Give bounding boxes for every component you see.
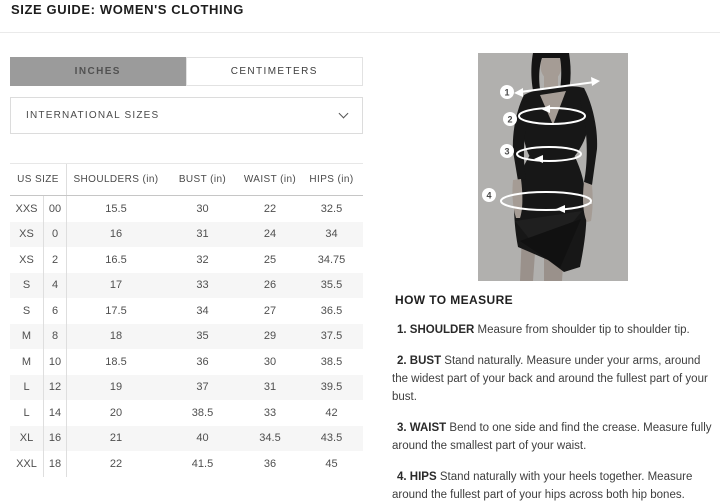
table-cell: L <box>10 400 44 426</box>
table-cell: 30 <box>196 202 209 215</box>
table-cell: XXS <box>10 196 44 222</box>
table-cell: 34 <box>196 304 209 317</box>
table-cell: 0 <box>44 222 67 248</box>
table-cell: 33 <box>196 279 209 292</box>
table-row <box>10 324 363 350</box>
table-cell: 32.5 <box>320 202 343 215</box>
table-cell: 35.5 <box>320 279 343 292</box>
marker-4-label: 4 <box>486 190 492 201</box>
table-cell: 31 <box>196 228 209 241</box>
table-row <box>10 426 363 452</box>
table-cell: 36 <box>263 457 277 470</box>
tab-centimeters[interactable]: CENTIMETERS <box>186 57 364 86</box>
table-cell: 19 <box>109 381 123 394</box>
table-cell: XS <box>10 247 44 273</box>
table-cell: 33 <box>263 406 277 419</box>
table-cell: 16 <box>44 426 67 452</box>
marker-2-label: 2 <box>507 114 513 125</box>
table-cell: M <box>10 324 44 350</box>
tab-inches[interactable]: INCHES <box>10 57 186 86</box>
table-cell: 42 <box>325 406 338 419</box>
table-cell: 14 <box>44 400 67 426</box>
table-cell: 45 <box>325 457 338 470</box>
table-cell: 16.5 <box>105 253 127 266</box>
table-row <box>10 298 363 324</box>
table-cell: 10 <box>44 349 67 375</box>
page-title: SIZE GUIDE: WOMEN'S CLOTHING <box>11 2 244 17</box>
table-header-row <box>10 163 363 196</box>
table-cell: 2 <box>44 247 67 273</box>
unit-tabs <box>10 57 363 86</box>
international-sizes-dropdown[interactable] <box>10 97 363 134</box>
table-row <box>10 196 363 222</box>
table-row <box>10 375 363 401</box>
table-cell: 41.5 <box>191 457 214 470</box>
table-cell: 32 <box>196 253 209 266</box>
table-cell: 43.5 <box>320 432 343 445</box>
table-cell: M <box>10 349 44 375</box>
size-table <box>10 163 363 477</box>
column-header: US SIZE <box>10 164 67 195</box>
table-cell: 25 <box>263 253 277 266</box>
column-header: WAIST (in) <box>243 174 297 185</box>
column-header: HIPS (in) <box>309 174 354 185</box>
table-cell: 34 <box>325 228 338 241</box>
model-figure-image <box>478 53 628 281</box>
dropdown-label: INTERNATIONAL SIZES <box>26 110 160 121</box>
measure-instruction-label: 4. HIPS <box>397 471 437 483</box>
table-cell: 6 <box>44 298 67 324</box>
table-cell: 34.5 <box>259 432 281 445</box>
table-cell: 26 <box>263 279 277 292</box>
table-row <box>10 400 363 426</box>
table-cell: 16 <box>109 228 123 241</box>
column-header: BUST (in) <box>178 174 227 185</box>
table-cell: 40 <box>196 432 209 445</box>
measure-instruction: 2. BUST Stand naturally. Measure under your arms, around the widest part of your back and around the fullest part of your bust. <box>392 355 708 403</box>
table-cell: 22 <box>109 457 123 470</box>
table-cell: 15.5 <box>105 202 127 215</box>
table-cell: 37 <box>196 381 209 394</box>
table-cell: 38.5 <box>320 355 343 368</box>
how-to-measure-heading: HOW TO MEASURE <box>395 293 514 307</box>
table-cell: 17 <box>109 279 123 292</box>
table-row <box>10 349 363 375</box>
table-row <box>10 247 363 273</box>
table-cell: 30 <box>263 355 277 368</box>
divider <box>0 32 720 33</box>
table-row <box>10 273 363 299</box>
table-cell: 36 <box>196 355 209 368</box>
table-cell: S <box>10 298 44 324</box>
table-cell: XL <box>10 426 44 452</box>
table-cell: 31 <box>263 381 277 394</box>
how-to-measure-section <box>392 293 718 501</box>
table-row <box>10 222 363 248</box>
table-cell: XS <box>10 222 44 248</box>
measure-instruction-label: 1. SHOULDER <box>397 324 475 336</box>
marker-3-label: 3 <box>504 146 510 157</box>
measure-instruction-label: 3. WAIST <box>397 422 447 434</box>
measure-instruction-label: 2. BUST <box>397 355 442 367</box>
table-cell: XXL <box>10 451 44 477</box>
table-cell: 18 <box>44 451 67 477</box>
table-cell: 22 <box>263 202 277 215</box>
measurement-photo <box>478 53 628 281</box>
table-cell: 27 <box>263 304 277 317</box>
table-cell: 34.75 <box>317 253 346 266</box>
table-cell: 35 <box>196 330 209 343</box>
table-cell: 20 <box>109 406 123 419</box>
table-cell: 38.5 <box>191 406 214 419</box>
marker-1-label: 1 <box>504 87 510 98</box>
table-cell: 24 <box>263 228 277 241</box>
table-body <box>10 196 363 477</box>
table-cell: 8 <box>44 324 67 350</box>
table-cell: 39.5 <box>320 381 343 394</box>
table-cell: 36.5 <box>320 304 343 317</box>
table-cell: 00 <box>44 196 67 222</box>
table-cell: 18 <box>109 330 123 343</box>
table-cell: 37.5 <box>320 330 343 343</box>
table-cell: 17.5 <box>105 304 127 317</box>
chevron-down-icon <box>339 109 349 119</box>
table-cell: 4 <box>44 273 67 299</box>
table-row <box>10 451 363 477</box>
measure-instruction: 3. WAIST Bend to one side and find the crease. Measure fully around the smallest part of your waist. <box>392 422 712 452</box>
measure-items <box>392 321 718 501</box>
table-cell: 18.5 <box>105 355 127 368</box>
table-cell: S <box>10 273 44 299</box>
table-cell: L <box>10 375 44 401</box>
measure-instruction: 4. HIPS Stand naturally with your heels together. Measure around the fullest part of your hips across both hip bones. <box>392 471 693 501</box>
table-cell: 29 <box>263 330 277 343</box>
table-cell: 12 <box>44 375 67 401</box>
column-header: SHOULDERS (in) <box>73 174 159 185</box>
table-cell: 21 <box>109 432 123 445</box>
measure-instruction: 1. SHOULDER Measure from shoulder tip to shoulder tip. <box>397 324 690 336</box>
